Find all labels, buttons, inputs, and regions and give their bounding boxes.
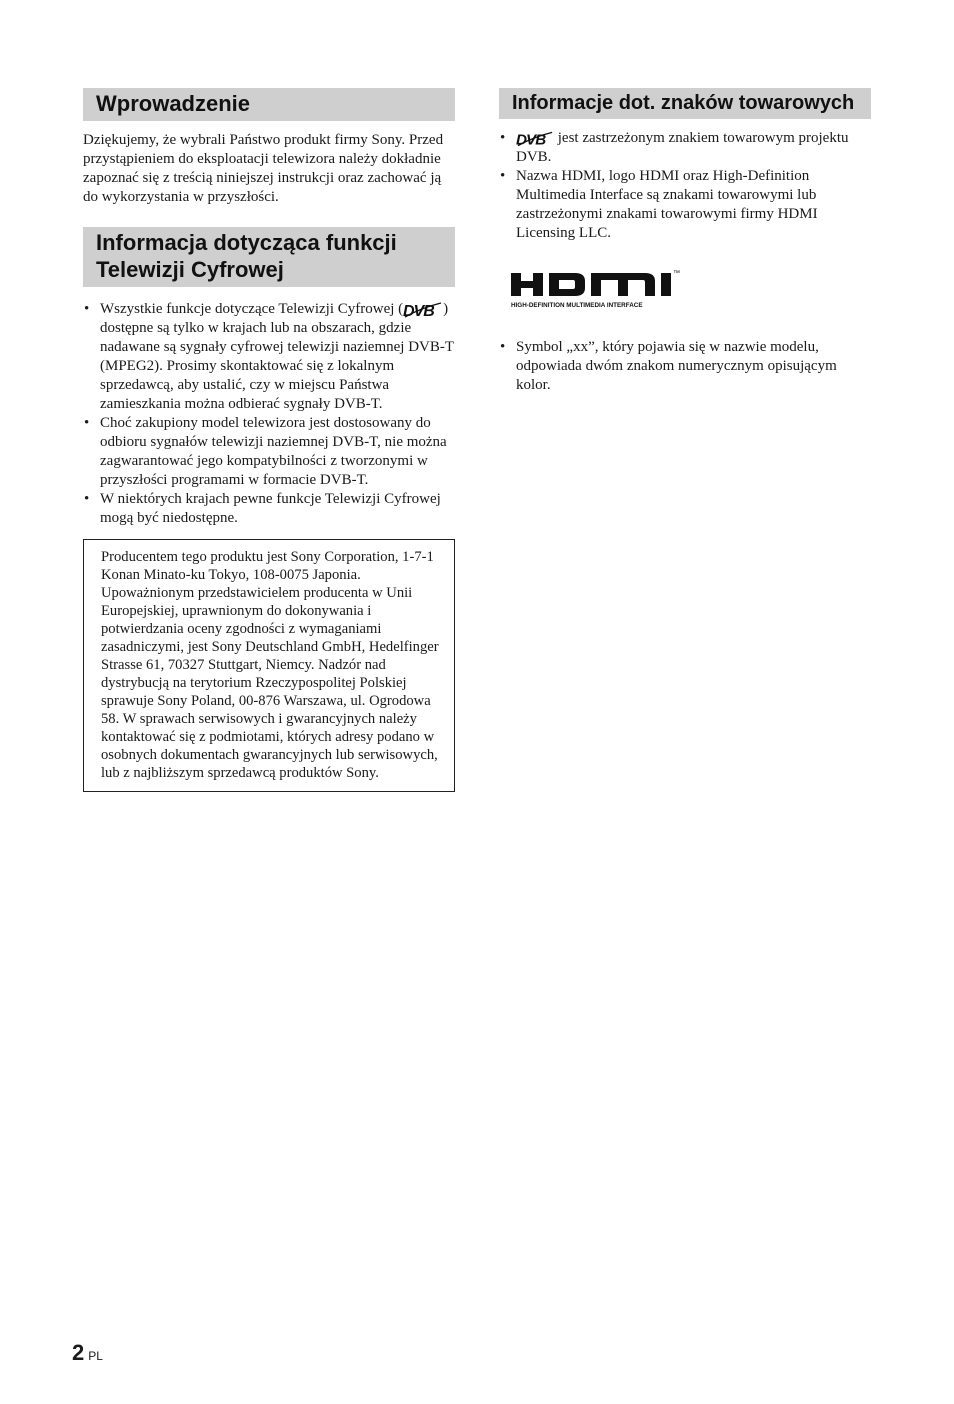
list-item	[499, 129, 871, 167]
bullet-text: Choć zakupiony model telewizora jest dostosowany do odbioru sygnałów telewizji naziemnej DVB-T, nie można zagwarantować jego kompatybilności z tworzonymi w przyszłości programami w formacie DVB-T.	[100, 415, 447, 489]
bullet-dot: •	[84, 415, 90, 432]
left-column	[83, 88, 455, 792]
model-symbol-list	[499, 338, 871, 395]
page-number: 2	[72, 1340, 85, 1365]
bullet-text: Nazwa HDMI, logo HDMI oraz High-Definition Multimedia Interface są znakami towarowymi lub zastrzeżonymi znakami towarowymi firmy HDMI Licensing LLC.	[516, 168, 818, 241]
bullet-dot: •	[500, 339, 506, 355]
bullet-text-end: ) dostępne są tylko w krajach lub na obszarach, gdzie nadawane są sygnały cyfrowej telewizji naziemnej DVB-T (MPEG2). Prosimy skontaktować się z lokalnym sprzedawcą, aby ustalić, czy w miejscu Państwa zamieszkania można odbierać sygnały DVB-T.	[100, 301, 454, 413]
trademarks-list	[499, 129, 871, 243]
bullet-text: jest zastrzeżonym znakiem towarowym projektu DVB.	[516, 130, 849, 165]
bullet-dot: •	[84, 491, 90, 508]
language-code: PL	[88, 1349, 103, 1363]
manufacturer-notice-box: Producentem tego produktu jest Sony Corporation, 1-7-1 Konan Minato-ku Tokyo, 108-0075 Japonia. Upoważnionym przedstawicielem producenta w Unii Europejskiej, uprawnionym do dokonywania i potwierdzania oceny zgodności z wymaganiami zasadniczymi, jest Sony Deutschland GmbH, Hedelfinger Strasse 61, 70327 Stuttgart, Niemcy. Nadzór nad dystrybucją na terytorium Rzeczypospolitej Polskiej sprawuje Sony Poland, 00-876 Warszawa, ul. Ogrodowa 58. W sprawach serwisowych i gwarancyjnych należy kontaktować się z podmiotami, których adresy podano w osobnych dokumentach gwarancyjnych lub serwisowych, lub z najbliższym sprzedawcą produktów Sony.	[83, 539, 455, 792]
page-footer	[72, 1340, 103, 1366]
list-item	[499, 167, 871, 243]
bullet-dot: •	[500, 130, 506, 146]
right-column	[499, 88, 871, 395]
bullet-dot: •	[500, 168, 506, 184]
digital-tv-heading: Informacja dotycząca funkcji Telewizji Cyfrowej	[83, 227, 455, 287]
hdmi-logo-icon	[509, 267, 683, 316]
hdmi-tagline: HIGH-DEFINITION MULTIMEDIA INTERFACE	[511, 302, 643, 309]
intro-heading: Wprowadzenie	[83, 88, 455, 121]
bullet-text-start: Wszystkie funkcje dotyczące Telewizji Cyfrowej (	[100, 301, 404, 318]
list-item	[499, 338, 871, 395]
bullet-text: W niektórych krajach pewne funkcje Telewizji Cyfrowej mogą być niedostępne.	[100, 491, 441, 527]
hdmi-tm: ™	[673, 270, 680, 277]
intro-paragraph: Dziękujemy, że wybrali Państwo produkt firmy Sony. Przed przystąpieniem do eksploatacji telewizora należy dokładnie zapoznać się z treścią niniejszej instrukcji oraz zachować ją do wykorzystania w przyszłości.	[83, 132, 444, 206]
bullet-dot: •	[84, 301, 90, 318]
list-item	[83, 300, 455, 414]
list-item	[83, 414, 455, 490]
dvb-logo-text: DVB	[516, 131, 546, 147]
dvb-logo-icon	[516, 131, 554, 147]
list-item	[83, 490, 455, 528]
bullet-text: Symbol „xx”, który pojawia się w nazwie modelu, odpowiada dwóm znakom numerycznym opisującym kolor.	[516, 339, 837, 393]
digital-tv-list	[83, 300, 455, 528]
dvb-logo-icon	[403, 302, 443, 318]
dvb-logo-text: DVB	[403, 303, 434, 319]
trademarks-heading: Informacje dot. znaków towarowych	[499, 88, 871, 119]
